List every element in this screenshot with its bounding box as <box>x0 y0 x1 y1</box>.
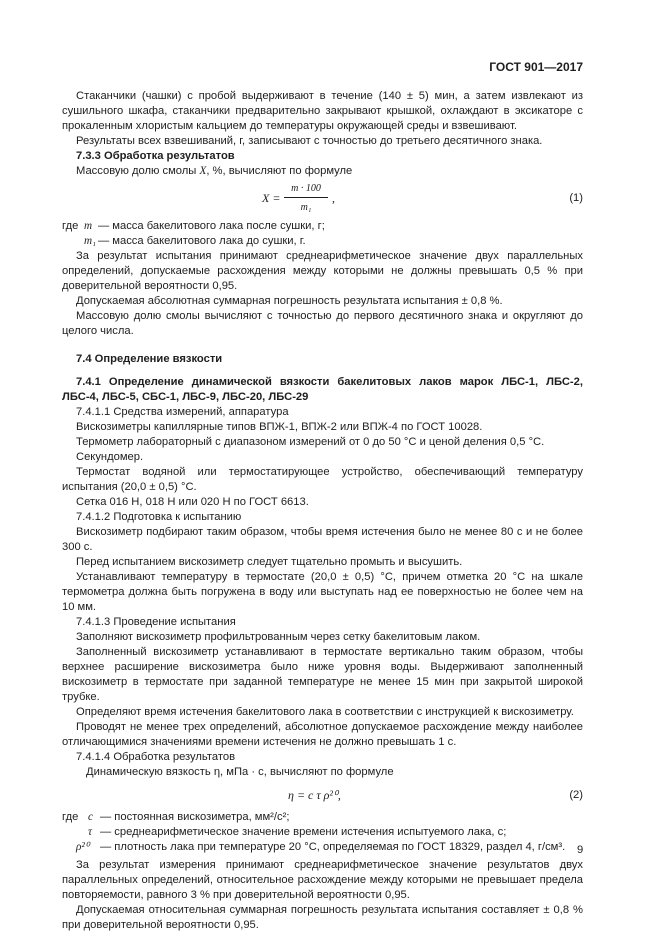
paragraph: Перед испытанием вискозиметр следует тщательно промыть и высушить. <box>76 556 463 568</box>
formula-tail: , <box>332 191 335 205</box>
section-heading: 7.3.3 Обработка результатов <box>76 150 235 162</box>
paragraph: Стаканчики (чашки) с пробой выдерживают в течение (140 ± 5) мин, а затем извлекают из сушильного шкафа, стаканчики предварительно закрывают крышкой, охлаждают в эксикаторе с прокаленным хлористым кальцием до температуры окружающей среды и взвешивают. <box>62 90 583 132</box>
where-line <box>62 810 583 825</box>
paragraph: За результат испытания принимают среднеарифметическое значение двух параллельных определений, допускаемые расхождения между которыми не должны превышать 0,5 % при доверительной вероятности 0,95. <box>62 250 583 292</box>
symbol: ρ²⁰ <box>76 841 90 853</box>
text-span: , %, вычисляют по формуле <box>206 165 353 177</box>
formula-lhs: X = <box>262 191 281 205</box>
where-line <box>62 219 583 234</box>
where-line <box>62 825 583 840</box>
variable: X <box>199 165 207 177</box>
paragraph: Сетка 016 Н, 018 Н или 020 Н по ГОСТ 6613. <box>76 496 309 508</box>
equation-number: (1) <box>569 192 583 204</box>
symbol: τ <box>88 826 93 838</box>
paragraph: Вискозиметры капиллярные типов ВПЖ-1, ВПЖ-2 или ВПЖ-4 по ГОСТ 10028. <box>76 421 483 433</box>
equation-number: (2) <box>569 789 583 801</box>
definition: — масса бакелитового лака после сушки, г; <box>98 220 325 232</box>
document-code: ГОСТ 901—2017 <box>489 60 583 74</box>
paragraph: Термостат водяной или термостатирующее устройство, обеспечивающий температуру испытания (20,0 ± 0,5) °С. <box>62 466 583 493</box>
page-number: 9 <box>577 844 584 856</box>
fraction <box>284 181 328 215</box>
paragraph <box>62 164 583 179</box>
paragraph: Массовую долю смолы вычисляют с точностью до первого десятичного знака и округляют до целого числа. <box>62 310 583 337</box>
where-line <box>62 840 583 855</box>
symbol: m <box>84 220 93 232</box>
paragraph: Термометр лабораторный с диапазоном измерений от 0 до 50 °С и ценой деления 0,5 °С. <box>76 436 545 448</box>
denominator: m₁ <box>300 202 312 213</box>
page-content <box>62 89 583 933</box>
formula-1 <box>62 179 583 219</box>
paragraph: Проводят не менее трех определений, абсолютное допускаемое расхождение между наиболее отличающимися значениями времени истечения не должно превышать 1 с. <box>62 721 583 748</box>
paragraph: Заполненный вискозиметр устанавливают в термостате вертикально таким образом, чтобы верхнее расширение вискозиметра было ниже уровня воды. Выдерживают заполненный вискозиметр в термостате при заданной температуре не менее 15 мин при закрытой широкой трубке. <box>62 646 583 703</box>
section-heading: 7.4 Определение вязкости <box>76 353 223 365</box>
clause-heading: 7.4.1.4 Обработка результатов <box>76 751 236 763</box>
paragraph: Динамическую вязкость η, мПа · с, вычисляют по формуле <box>86 766 394 778</box>
subsection-heading: 7.4.1 Определение динамической вязкости бакелитовых лаков марок ЛБС-1, ЛБС-2, ЛБС-4, ЛБС-5, СБС-1, ЛБС-9, ЛБС-20, ЛБС-29 <box>62 376 583 403</box>
paragraph: Определяют время истечения бакелитового лака в соответствии с инструкцией к вискозиметру. <box>76 706 574 718</box>
where-label: где <box>62 811 79 823</box>
formula-2 <box>62 780 583 810</box>
clause-heading: 7.4.1.2 Подготовка к испытанию <box>76 511 242 523</box>
paragraph: За результат измерения принимают среднеарифметическое значение результатов двух параллельных определений, относительное расхождение между которыми не превышает предела повторяемости, равного 3 % при доверительной вероятности 0,95. <box>62 859 583 901</box>
paragraph: Результаты всех взвешиваний, г, записывают с точностью до третьего десятичного знака. <box>76 135 543 147</box>
clause-heading: 7.4.1.1 Средства измерений, аппаратура <box>76 406 289 418</box>
where-label: где <box>62 220 79 232</box>
paragraph: Допускаемая относительная суммарная погрешность результата испытания составляет ± 0,8 % при доверительной вероятности 0,95. <box>62 904 583 931</box>
paragraph: Вискозиметр подбирают таким образом, чтобы время истечения было не менее 80 с и не более 300 с. <box>62 526 583 553</box>
paragraph: Секундомер. <box>76 451 144 463</box>
text-span: Массовую долю смолы <box>76 165 200 177</box>
numerator: m · 100 <box>284 181 328 198</box>
definition: — постоянная вискозиметра, мм²/с²; <box>100 811 290 823</box>
formula-expression: η = c τ ρ²⁰, <box>288 788 341 802</box>
paragraph: Допускаемая абсолютная суммарная погрешность результата испытания ± 0,8 %. <box>76 295 503 307</box>
paragraph: Заполняют вискозиметр профильтрованным через сетку бакелитовым лаком. <box>76 631 481 643</box>
symbol: c <box>88 811 93 823</box>
symbol: m₁ <box>84 235 96 247</box>
paragraph: Устанавливают температуру в термостате (20,0 ± 0,5) °С, причем отметка 20 °С на шкале термометра должна быть погружена в воду или выступать над ее поверхностью не более чем на 10 мм. <box>62 571 583 613</box>
definition: — масса бакелитового лака до сушки, г. <box>98 235 306 247</box>
definition: — плотность лака при температуре 20 °С, определяемая по ГОСТ 18329, раздел 4, г/см³. <box>100 841 566 853</box>
clause-heading: 7.4.1.3 Проведение испытания <box>76 616 236 628</box>
definition: — среднеарифметическое значение времени истечения испытуемого лака, с; <box>100 826 507 838</box>
where-line <box>62 234 583 249</box>
